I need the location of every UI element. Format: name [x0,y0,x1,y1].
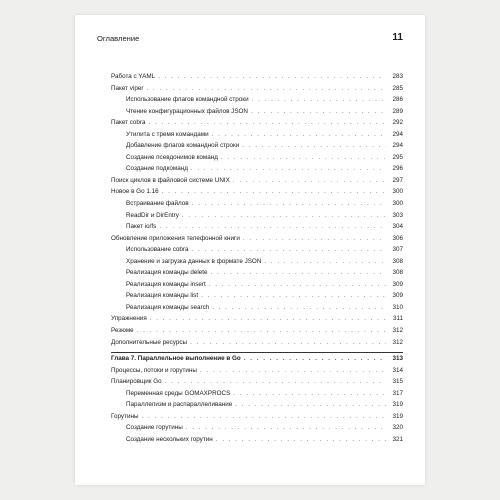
toc-entry[interactable] [111,117,403,129]
toc-entry[interactable] [111,210,403,222]
toc-entry-title: Параллелизм и распараллеливание [126,401,233,409]
toc-entry-page: 319 [392,401,403,409]
running-title: Оглавление [97,34,140,43]
dot-leader [186,422,386,434]
toc-entry[interactable] [111,83,403,95]
dot-leader [216,434,386,446]
toc-entry[interactable] [111,71,403,83]
toc-chapter-entry[interactable] [111,352,403,365]
toc-entry-title: Чтение конфигурационных файлов JSON [126,107,248,115]
toc-entry-page: 295 [392,153,403,161]
toc-entry-page: 315 [392,378,403,386]
toc-entry-title: Планировщик Go [111,378,162,386]
toc-entry-page: 313 [392,355,403,363]
dot-leader [158,71,386,83]
page-header [97,34,403,48]
toc-entry[interactable] [111,411,403,423]
toc-entry-page: 308 [392,269,403,277]
toc-entry-title: Хранение и загрузка данных в формате JSON [126,257,262,265]
toc-entry-page: 303 [392,211,403,219]
toc-entry-page: 292 [392,119,403,127]
dot-leader [233,388,386,400]
toc-entry[interactable] [111,198,403,210]
toc-entry-title: Добавление флагов командной строки [126,142,240,150]
toc-entry[interactable] [111,221,403,233]
toc-entry[interactable] [111,129,403,141]
toc-entry-page: 310 [392,303,403,311]
toc-entry[interactable] [111,267,403,279]
toc-entry[interactable] [111,365,403,377]
dot-leader [212,129,386,141]
toc-entry[interactable] [111,399,403,411]
toc-entry-title: Процессы, потоки и горутины [111,366,197,374]
page-number: 11 [392,32,403,43]
toc-entry[interactable] [111,94,403,106]
dot-leader [233,175,386,187]
toc-entry-title: Работа с YAML [111,73,156,80]
toc-entry-page: 308 [392,257,403,265]
dot-leader [159,221,386,233]
toc-entry-page: 300 [392,188,403,196]
toc-entry-page: 285 [392,84,403,92]
toc-entry[interactable] [111,302,403,314]
toc-entry[interactable] [111,422,403,434]
toc-entry[interactable] [111,140,403,152]
toc-entry-page: 296 [392,165,403,173]
toc-entry-title: Обновление приложения телефонной книги [111,234,240,242]
dot-leader [192,244,387,256]
dot-leader [200,365,386,377]
dot-leader [150,313,386,325]
toc-entry[interactable] [111,152,403,164]
toc-entry-title: Новое в Go 1.16 [111,188,159,196]
dot-leader [252,94,386,106]
dot-leader [201,290,386,302]
toc-entry-title: Использование cobra [126,246,189,254]
toc-entry[interactable] [111,256,403,268]
toc-entry-page: 317 [392,389,403,397]
toc-entry-title: Создание подкоманд [126,165,188,173]
toc-entry-page: 294 [392,142,403,150]
toc-entry-page: 297 [392,176,403,184]
toc-entry-title: Дополнительные ресурсы [111,338,188,346]
dot-leader [162,186,386,198]
dot-leader [209,279,386,291]
toc-entry-title: Создание псевдонимов команд [126,153,218,161]
toc-entry-page: 314 [392,366,403,374]
toc-entry-page: 304 [392,223,403,231]
toc-entry-page: 312 [392,338,403,346]
toc-entry-title: Реализация команды list [126,292,199,300]
dot-leader [182,210,386,222]
toc-entry-title: Пакет io/fs [126,223,157,231]
toc-entry-page: 312 [392,327,403,335]
dot-leader [149,117,386,129]
toc-entry[interactable] [111,163,403,175]
toc-entry-title: Встраивание файлов [126,200,189,208]
toc-entry-page: 306 [392,234,403,242]
toc-entry-title: ReadDir и DirEntry [126,211,179,219]
toc-entry-title: Пакет cobra [111,119,146,127]
dot-leader [212,302,386,314]
toc-entry-title: Утилита с тремя командами [126,130,209,138]
toc-entry[interactable] [111,290,403,302]
toc-entry-page: 283 [392,73,403,80]
dot-leader [165,376,386,388]
dot-leader [190,337,386,349]
toc-entry[interactable] [111,337,403,349]
toc-entry-page: 321 [392,435,403,443]
toc-entry-page: 286 [392,96,403,104]
toc-entry[interactable] [111,376,403,388]
dot-leader [141,411,386,423]
dot-leader [235,399,386,411]
toc-entry[interactable] [111,244,403,256]
dot-leader [243,233,386,245]
toc-entry-page: 311 [392,315,403,323]
toc-entry-title: Горутины [111,412,139,420]
toc-entry[interactable] [111,233,403,245]
toc-entry[interactable] [111,186,403,198]
toc-entry-page: 309 [392,292,403,300]
toc-entry[interactable] [111,106,403,118]
toc-entry-title: Создание горутины [126,424,183,432]
toc-entry-title: Реализация команды insert [126,280,206,288]
dot-leader [264,256,386,268]
toc-entry-page: 309 [392,280,403,288]
dot-leader [211,267,386,279]
toc-entry-title: Переменная среды GOMAXPROCS [126,389,231,397]
toc-entry[interactable] [111,434,403,446]
dot-leader [146,83,386,95]
dot-leader [221,152,386,164]
dot-leader [192,198,386,210]
toc-entry-page: 300 [392,200,403,208]
toc-entry-page: 320 [392,424,403,432]
toc-entry-title: Упражнения [111,315,147,323]
toc-entry-title: Использование флагов командной строки [126,96,249,104]
toc-entry-title: Глава 7. Параллельное выполнение в Go [111,355,241,363]
dot-leader [137,325,386,337]
toc-entry[interactable] [111,388,403,400]
toc-entry[interactable] [111,175,403,187]
toc-entry-title: Поиск циклов в файловой системе UNIX [111,176,230,184]
dot-leader [244,353,386,365]
toc-entry-title: Резюме [111,327,134,335]
toc-entry[interactable] [111,325,403,337]
toc-entry-page: 294 [392,130,403,138]
toc-entry-page: 307 [392,246,403,254]
toc-entry[interactable] [111,279,403,291]
toc-entry[interactable] [111,313,403,325]
dot-leader [191,163,386,175]
toc-entry-title: Реализация команды delete [126,269,208,277]
dot-leader [242,140,386,152]
dot-leader [251,106,386,118]
toc-entry-page: 289 [392,107,403,115]
toc-entry-title: Реализация команды search [126,303,210,311]
toc-entry-title: Пакет viper [111,84,144,92]
toc-entry-page: 319 [392,412,403,420]
table-of-contents [111,71,403,446]
book-page [75,15,425,485]
toc-entry-title: Создание нескольких горутин [126,435,213,443]
